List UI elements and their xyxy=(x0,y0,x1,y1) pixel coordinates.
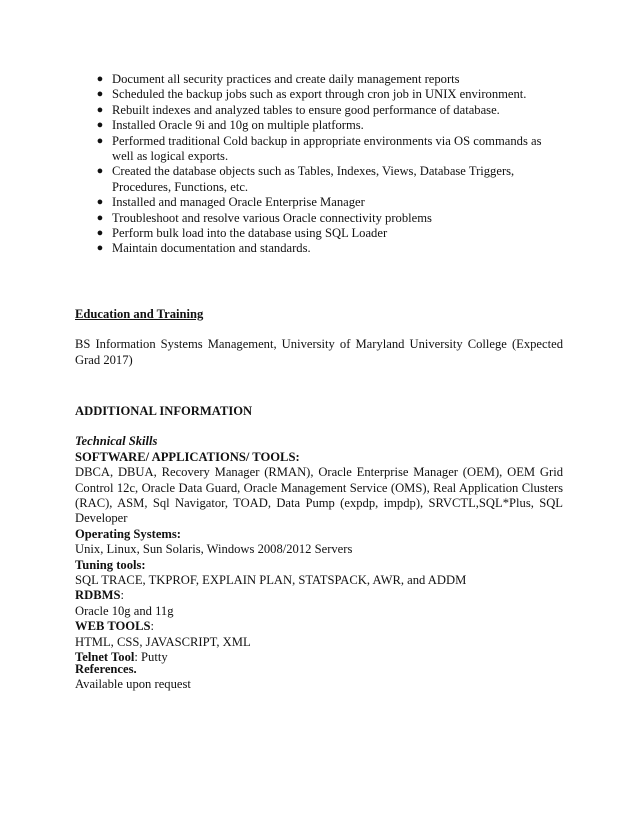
bullet-icon: ● xyxy=(96,73,104,85)
software-label: SOFTWARE/ APPLICATIONS/ TOOLS: xyxy=(75,449,300,464)
bullet-text: Scheduled the backup jobs such as export through cron job in UNIX environment. xyxy=(112,87,527,102)
additional-information-section xyxy=(75,404,563,666)
bullet-text: Created the database objects such as Tables, Indexes, Views, Database Triggers, Procedures, Functions, etc. xyxy=(112,164,515,194)
references-section xyxy=(75,662,563,693)
bullet-icon: ● xyxy=(96,165,104,178)
bullet-text: Document all security practices and create daily management reports xyxy=(112,72,460,86)
web-tools-line xyxy=(75,619,563,634)
bullet-icon: ● xyxy=(96,196,104,209)
list-item xyxy=(96,72,556,87)
bullet-icon: ● xyxy=(96,103,104,116)
rdbms-suffix: : xyxy=(120,588,124,603)
technical-skills-label: Technical Skills xyxy=(75,434,158,449)
tuning-label: Tuning tools: xyxy=(75,557,146,572)
list-item xyxy=(96,195,556,210)
list-item xyxy=(96,118,556,133)
experience-bullet-list xyxy=(96,72,556,257)
bullet-text: Maintain documentation and standards. xyxy=(112,241,311,256)
tuning-text: SQL TRACE, TKPROF, EXPLAIN PLAN, STATSPACK, AWR, and ADDM xyxy=(75,573,467,588)
bullet-text: Rebuilt indexes and analyzed tables to ensure good performance of database. xyxy=(112,102,500,117)
os-label: Operating Systems: xyxy=(75,526,181,541)
list-item xyxy=(96,211,556,226)
rdbms-text: Oracle 10g and 11g xyxy=(75,603,174,618)
bullet-text: Perform bulk load into the database using SQL Loader xyxy=(112,226,388,241)
bullet-icon: ● xyxy=(96,119,104,132)
telnet-suffix: : Putty xyxy=(134,650,168,665)
web-tools-suffix: : xyxy=(150,619,154,634)
os-text: Unix, Linux, Sun Solaris, Windows 2008/2012 Servers xyxy=(75,542,353,557)
bullet-icon: ● xyxy=(96,134,104,147)
bullet-icon: ● xyxy=(96,211,104,224)
bullet-icon: ● xyxy=(96,88,104,101)
list-item xyxy=(96,103,556,118)
bullet-text: Troubleshoot and resolve various Oracle connectivity problems xyxy=(112,210,432,225)
list-item xyxy=(96,87,556,102)
web-tools-text: HTML, CSS, JAVASCRIPT, XML xyxy=(75,634,251,649)
rdbms-line xyxy=(75,588,563,603)
references-text: Available upon request xyxy=(75,677,191,692)
education-text: BS Information Systems Management, University of Maryland University College (Expected Grad 2017) xyxy=(75,337,563,367)
list-item xyxy=(96,164,556,195)
bullet-icon: ● xyxy=(96,227,104,240)
rdbms-label: RDBMS xyxy=(75,588,121,603)
list-item xyxy=(96,241,556,256)
bullet-text: Installed Oracle 9i and 10g on multiple platforms. xyxy=(112,118,364,133)
list-item xyxy=(96,134,556,165)
education-section xyxy=(75,307,563,368)
list-item xyxy=(96,226,556,241)
software-text: DBCA, DBUA, Recovery Manager (RMAN), Oracle Enterprise Manager (OEM), OEM Grid Control 12c, Oracle Data Guard, Oracle Management Service (OMS), Real Application Clusters (RAC), ASM, Sql Navigator, TOAD, Data Pump (expdp, impdp), SRVCTL,SQL*Plus, SQL Developer xyxy=(75,465,563,526)
technical-skills-block xyxy=(75,434,563,665)
education-heading: Education and Training xyxy=(75,307,204,321)
bullet-text: Performed traditional Cold backup in appropriate environments via OS commands as well as logical exports. xyxy=(112,133,542,164)
references-heading: References. xyxy=(75,662,137,676)
additional-information-heading: ADDITIONAL INFORMATION xyxy=(75,404,253,418)
bullet-text: Installed and managed Oracle Enterprise Manager xyxy=(112,195,365,210)
bullet-icon: ● xyxy=(96,242,104,255)
telnet-label: Telnet Tool xyxy=(75,650,135,665)
web-tools-label: WEB TOOLS xyxy=(75,619,151,634)
